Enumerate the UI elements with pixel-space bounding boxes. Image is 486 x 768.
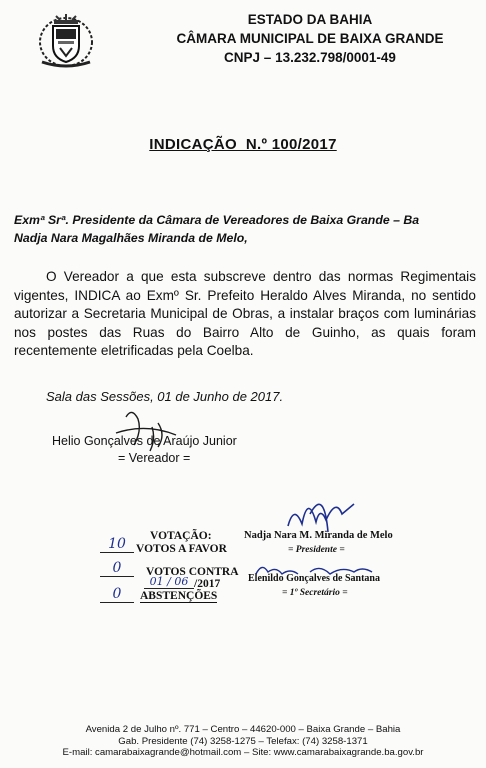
vote-date-year: /2017	[194, 578, 221, 590]
footer-phones: Gab. Presidente (74) 3258-1275 – Telefax: (74) 3258-1371	[118, 735, 368, 747]
footer	[0, 724, 486, 759]
voting-heading: VOTAÇÃO:	[150, 530, 212, 542]
president-name: Nadja Nara M. Miranda de Melo	[244, 530, 393, 541]
votes-contra-value: 0	[100, 560, 134, 577]
header-state: ESTADO DA BAHIA	[247, 12, 373, 27]
addressee-line-2: Nadja Nara Magalhães Miranda de Melo,	[14, 231, 248, 245]
footer-contact: E-mail: camarabaixagrande@hotmail.com – Site: www.camarabaixagrande.ba.gov.br	[62, 747, 424, 758]
secretary-role: = 1º Secretário =	[282, 588, 348, 598]
document-title: INDICAÇÃO N.º 100/2017	[149, 136, 337, 153]
header-cnpj: CNPJ – 13.232.798/0001-49	[224, 50, 396, 65]
body-text	[14, 268, 476, 361]
votes-favor-value: 10	[100, 536, 134, 553]
place-date: Sala das Sessões, 01 de Junho de 2017.	[46, 389, 284, 404]
vereador-name: Helio Gonçalves de Araújo Junior	[52, 434, 237, 448]
votes-abst-label: ABSTENÇÕES	[140, 590, 218, 602]
votes-abst-value: 0	[100, 586, 134, 603]
header-chamber: CÂMARA MUNICIPAL DE BAIXA GRANDE	[176, 31, 444, 46]
addressee-line-1: Exmª Srª. Presidente da Câmara de Vereadores de Baixa Grande – Ba	[14, 213, 420, 227]
secretary-name: Elenildo Gonçalves de Santana	[248, 573, 380, 584]
footer-address: Avenida 2 de Julho nº. 771 – Centro – 44620-000 – Baixa Grande – Bahia	[85, 724, 401, 735]
coat-of-arms-logo	[36, 10, 96, 70]
body-paragraph: O Vereador a que esta subscreve dentro das normas Regimentais vigentes, INDICA ao Exmº Sr. Prefeito Heraldo Alves Miranda, no sentido autorizar a Secretaria Municipal de Obras, a instalar braços com luminárias nos postes das Ruas do Bairro Alto de Guinho, as quais foram recentemente eletrificadas pela Coelba.	[14, 269, 476, 358]
vote-date-handwritten: 01 / 06	[144, 575, 194, 589]
president-role: = Presidente =	[288, 545, 345, 555]
votes-favor-label: VOTOS A FAVOR	[136, 543, 227, 555]
vereador-role: = Vereador =	[118, 451, 191, 465]
votes-contra-label: VOTOS CONTRA	[146, 566, 239, 578]
